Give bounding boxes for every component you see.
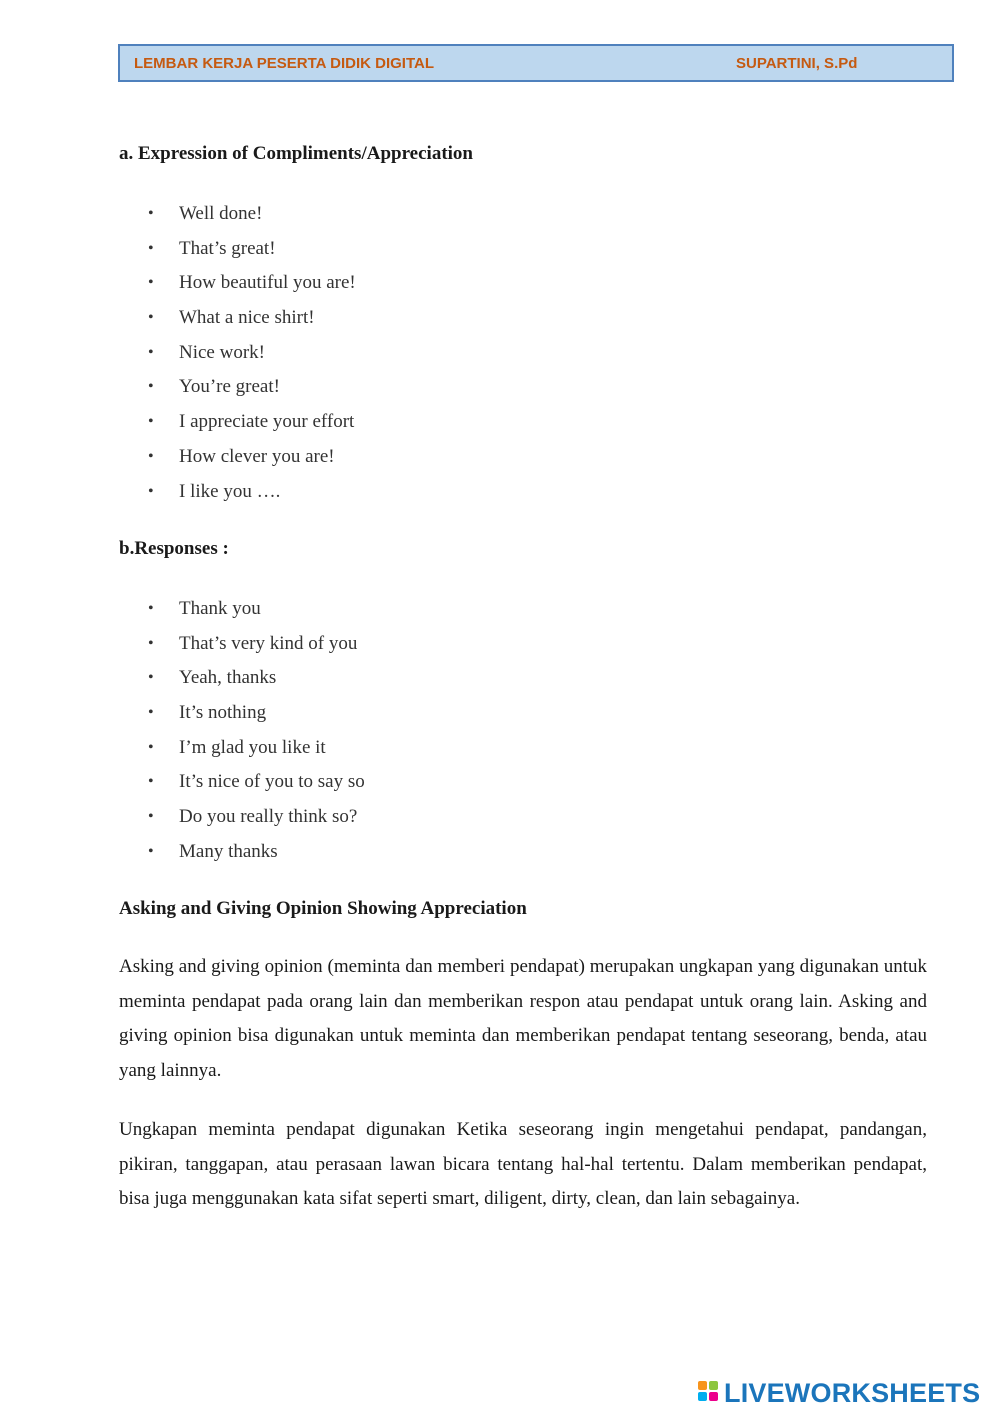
bullet-icon: •	[148, 274, 154, 292]
bullet-icon: •	[148, 704, 154, 722]
list-item-text: I appreciate your effort	[179, 411, 355, 433]
list-item	[148, 375, 356, 410]
bullet-icon: •	[148, 669, 154, 687]
list-item-text: Many thanks	[179, 840, 278, 862]
list-item	[148, 202, 356, 237]
list-item	[148, 701, 365, 736]
list-item-text: How beautiful you are!	[179, 272, 356, 294]
list-item	[148, 445, 356, 480]
list-item-text: Thank you	[179, 598, 261, 619]
bullet-icon: •	[148, 808, 154, 826]
list-item	[148, 666, 365, 701]
list-item-text: Nice work!	[179, 341, 265, 363]
list-item	[148, 410, 356, 445]
bullet-icon: •	[148, 413, 154, 431]
bullet-icon: •	[148, 239, 154, 257]
bullet-icon: •	[148, 634, 154, 652]
list-item	[148, 736, 365, 771]
bullet-icon: •	[148, 205, 154, 222]
list-item-text: Yeah, thanks	[179, 667, 277, 689]
header-title: LEMBAR KERJA PESERTA DIDIK DIGITAL	[134, 55, 435, 72]
bullet-icon: •	[148, 738, 154, 756]
list-item-text: I’m glad you like it	[179, 736, 326, 758]
watermark-text: LIVEWORKSHEETS	[724, 1378, 981, 1408]
list-item	[148, 237, 356, 272]
section-a-heading: a. Expression of Compliments/Appreciation	[119, 143, 473, 164]
list-item	[148, 840, 365, 875]
list-item	[148, 632, 365, 667]
list-item-text: That’s very kind of you	[179, 632, 358, 654]
responses-list	[148, 597, 365, 875]
list-item-text: It’s nothing	[179, 702, 267, 724]
list-item-text: That’s great!	[179, 237, 276, 259]
list-item	[148, 341, 356, 376]
list-item	[148, 770, 365, 805]
bullet-icon: •	[148, 842, 154, 860]
list-item-text: You’re great!	[179, 376, 280, 398]
list-item	[148, 271, 356, 306]
list-item	[148, 480, 356, 515]
page-header	[118, 44, 954, 82]
section-b-heading: b.Responses :	[119, 538, 229, 559]
paragraph-1: Asking and giving opinion (meminta dan memberi pendapat) merupakan ungkapan yang digunakan untuk meminta pendapat pada orang lain dan memberikan respon atau pendapat untuk orang lain. Asking and giving opinion bisa digunakan untuk meminta dan memberikan pendapat tentang seseorang, benda, atau yang lainnya.	[119, 956, 927, 1082]
header-author: SUPARTINI, S.Pd	[736, 55, 858, 72]
compliments-list	[148, 202, 356, 514]
bullet-icon: •	[148, 447, 154, 465]
bullet-icon: •	[148, 309, 154, 327]
bullet-icon: •	[148, 482, 154, 500]
bullet-icon: •	[148, 378, 154, 396]
list-item-text: I like you ….	[179, 480, 281, 502]
bullet-icon: •	[148, 343, 154, 361]
list-item-text: Do you really think so?	[179, 806, 358, 828]
list-item	[148, 597, 365, 632]
list-item	[148, 306, 356, 341]
paragraph-2: Ungkapan meminta pendapat digunakan Ketika seseorang ingin mengetahui pendapat, pandangan, pikiran, tanggapan, atau perasaan lawan bicara tentang hal-hal tertentu. Dalam memberikan pendapat, bisa juga menggunakan kata sifat seperti smart, diligent, dirty, clean, dan lain sebagainya.	[119, 1119, 927, 1210]
list-item	[148, 805, 365, 840]
list-item-text: Well done!	[179, 203, 263, 224]
bullet-icon: •	[148, 600, 154, 617]
list-item-text: How clever you are!	[179, 445, 335, 467]
list-item-text: It’s nice of you to say so	[179, 771, 365, 793]
section-c-heading: Asking and Giving Opinion Showing Appreciation	[119, 898, 527, 919]
liveworksheets-logo-icon	[698, 1381, 720, 1405]
list-item-text: What a nice shirt!	[179, 307, 315, 329]
bullet-icon: •	[148, 773, 154, 791]
